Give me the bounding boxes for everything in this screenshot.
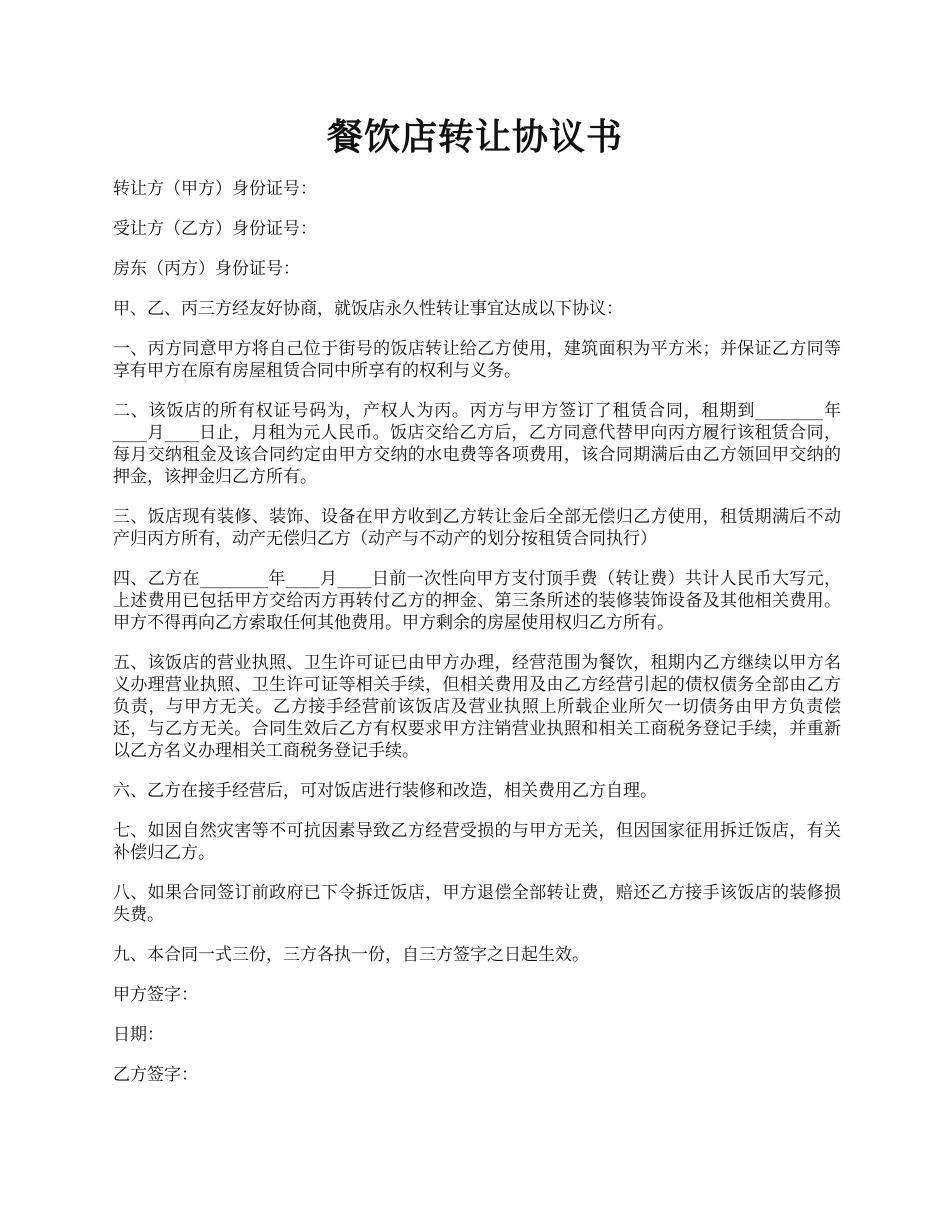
clause-3: 三、饭店现有装修、装饰、设备在甲方收到乙方转让金后全部无偿归乙方使用，租赁期满后不动产归丙方所有，动产无偿归乙方（动产与不动产的划分按租赁合同执行）: [113, 507, 841, 549]
document-body: [113, 178, 841, 1104]
clause-1: 一、丙方同意甲方将自己位于街号的饭店转让给乙方使用，建筑面积为平方米；并保证乙方同等享有甲方在原有房屋租赁合同中所享有的权利与义务。: [113, 339, 841, 381]
clause-4: 四、乙方在________年____月____日前一次性向甲方支付顶手费（转让费）共计人民币大写元，上述费用已包括甲方交给丙方再转付乙方的押金、第三条所述的装修装饰设备及其他相关费用。甲方不得再向乙方索取任何其他费用。甲方剩余的房屋使用权归乙方所有。: [113, 569, 841, 633]
party-b-id-line: 受让方（乙方）身份证号：: [113, 219, 317, 239]
party-a-signature-line: 甲方签字：: [113, 985, 198, 1005]
party-c-id-line: 房东（丙方）身份证号：: [113, 259, 300, 279]
party-a-id-line: 转让方（甲方）身份证号：: [113, 179, 317, 199]
clause-5: 五、该饭店的营业执照、卫生许可证已由甲方办理，经营范围为餐饮，租期内乙方继续以甲方名义办理营业执照、卫生许可证等相关手续，但相关费用及由乙方经营引起的债权债务全部由乙方负责，与甲方无关。乙方接手经营前该饭店及营业执照上所载企业所欠一切债务由甲方负责偿还，与乙方无关。合同生效后乙方有权要求甲方注销营业执照和相关工商税务登记手续，并重新以乙方名义办理相关工商税务登记手续。: [113, 653, 841, 761]
agreement-intro: 甲、乙、丙三方经友好协商，就饭店永久性转让事宜达成以下协议：: [113, 299, 623, 319]
date-line: 日期：: [113, 1025, 164, 1045]
clause-7: 七、如因自然灾害等不可抗因素导致乙方经营受损的与甲方无关，但因国家征用拆迁饭店，有关补偿归乙方。: [113, 821, 841, 863]
clause-9: 九、本合同一式三份，三方各执一份，自三方签字之日起生效。: [113, 945, 589, 965]
party-b-signature-line: 乙方签字：: [113, 1065, 198, 1085]
clause-6: 六、乙方在接手经营后，可对饭店进行装修和改造，相关费用乙方自理。: [113, 781, 657, 801]
document-title: 餐饮店转让协议书: [326, 116, 623, 158]
clause-8: 八、如果合同签订前政府已下令拆迁饭店，甲方退偿全部转让费，赔还乙方接手该饭店的装修损失费。: [113, 883, 841, 925]
clause-2: 二、该饭店的所有权证号码为，产权人为丙。丙方与甲方签订了租赁合同，租期到________年____月____日止，月租为元人民币。饭店交给乙方后，乙方同意代替甲向丙方履行该租赁合同，每月交纳租金及该合同约定由甲方交纳的水电费等各项费用，该合同期满后由乙方领回甲交纳的押金，该押金归乙方所有。: [113, 401, 841, 487]
